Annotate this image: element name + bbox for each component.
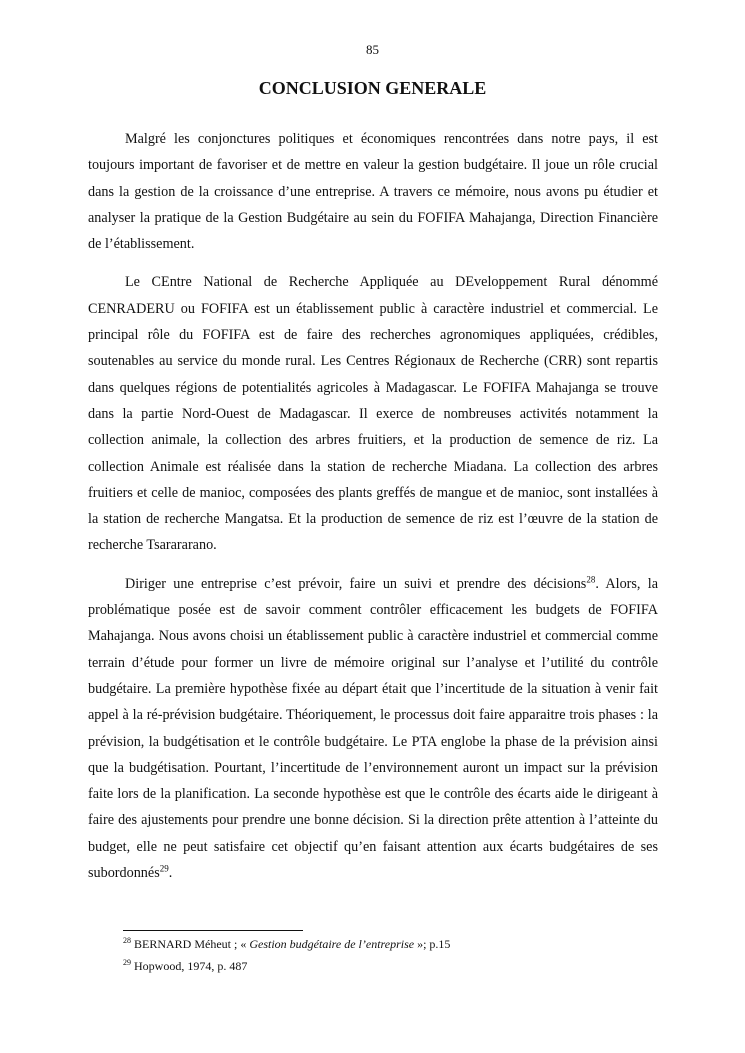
footnote-divider xyxy=(123,930,303,931)
paragraph-text: . xyxy=(168,865,173,882)
footnote-text: Hopwood, 1974, p. 487 xyxy=(131,959,248,973)
footnote-ref-29[interactable]: 29 xyxy=(159,863,169,874)
paragraph-fofifa: Le CEntre National de Recherche Appliquée au DEveloppement Rural dénommé CENRADERU ou FOFIFA est un établissement public à caractère industriel et commercial. Le principal rôle du FOFIFA est de faire des recherches agronomiques appliquées, crédibles, soutenables au service du monde rural. Les Centres Régionaux de Recherche (CRR) sont repartis dans quelques régions de potentialités agricoles à Madagascar. Le FOFIFA Mahajanga se trouve dans la partie Nord-Ouest de Madagascar. Il exerce de nombreuses activités notamment la collection animale, la collection des arbres fruitiers, et la production de semence de riz. La collection Animale est réalisée dans la station de recherche Miadana. La collection des arbres fruitiers et celle de manioc, composées des plants greffés de mangue et de manioc, sont installées à la station de recherche Mangatsa. Et la production de semence de riz est l’œuvre de la station de recherche Tsarararano. xyxy=(88,274,658,554)
page-title: CONCLUSION GENERALE xyxy=(258,78,487,98)
footnote-28 xyxy=(123,936,663,952)
footnote-text: »; p.15 xyxy=(414,937,451,951)
footnote-book-title: Gestion budgétaire de l’entreprise xyxy=(249,937,415,951)
footnote-mark: 29 xyxy=(123,958,131,967)
footnote-mark: 28 xyxy=(123,936,131,945)
footnote-29 xyxy=(123,958,663,974)
paragraph-hypotheses xyxy=(88,571,658,887)
paragraph-text: Diriger une entreprise c’est prévoir, faire un suivi et prendre des décisions xyxy=(125,575,587,592)
paragraph-intro: Malgré les conjonctures politiques et économiques rencontrées dans notre pays, il est toujours important de favoriser et de mettre en valeur la gestion budgétaire. Il joue un rôle crucial dans la gestion de la croissance d’une entreprise. A travers ce mémoire, nous avons pu étudier et analyser la pratique de la Gestion Budgétaire au sein du FOFIFA Mahajanga, Direction Financière de l’établissement. xyxy=(88,131,658,253)
footnotes xyxy=(123,936,663,980)
document-body xyxy=(88,126,658,898)
footnote-ref-28[interactable]: 28 xyxy=(586,574,596,585)
page-number: 85 xyxy=(366,42,379,57)
footnote-text: BERNARD Méheut ; « xyxy=(131,937,250,951)
paragraph-text: . Alors, la problématique posée est de savoir comment contrôler efficacement les budgets de FOFIFA Mahajanga. Nous avons choisi un établissement public à caractère industriel et commercial comme terrain d’étude pour former un livre de mémoire original sur l’analyse et l’utilité du contrôle budgétaire. La première hypothèse fixée au départ était que l’incertitude de la situation à venir fait appel à la ré-prévision budgétaire. Théoriquement, le processus doit faire apparaitre trois phases : la prévision, la budgétisation et le contrôle budgétaire. Le PTA englobe la phase de la prévision ainsi que la budgétisation. Pourtant, l’incertitude de l’environnement auront un impact sur la prévision faite lors de la planification. La seconde hypothèse est que le contrôle des écarts aide le dirigeant à faire des ajustements pour prendre une bonne décision. Si la direction prête attention à l’atteinte du budget, elle ne peut satisfaire cet objectif qu’en faisant attention aux écarts budgétaires de ses subordonnés xyxy=(88,575,658,882)
